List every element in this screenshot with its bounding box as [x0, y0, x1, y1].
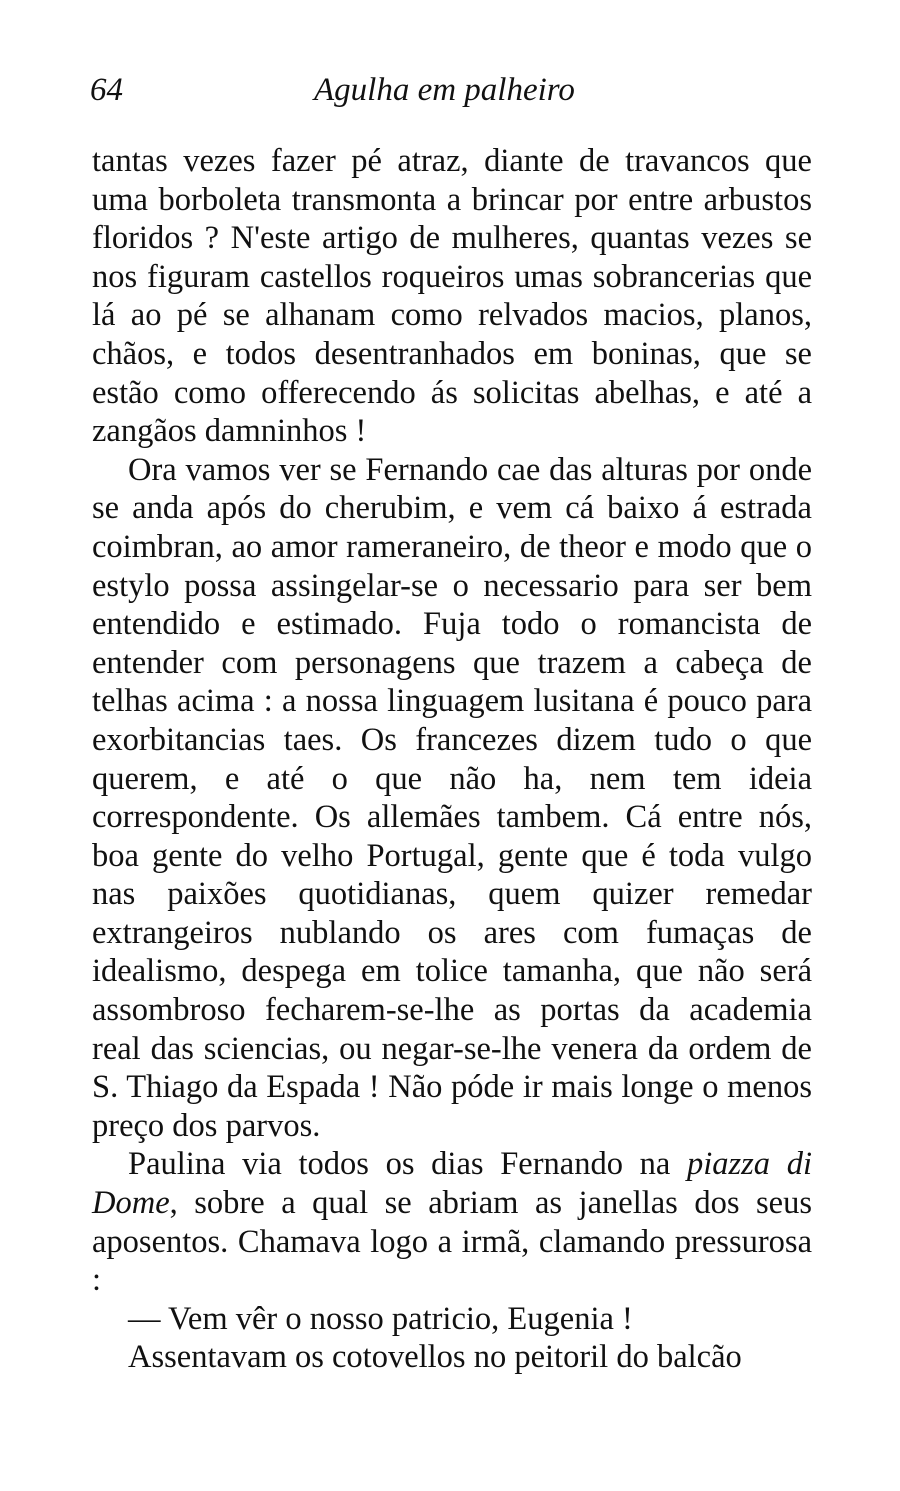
running-head: [92, 62, 812, 112]
book-page: [92, 62, 812, 1377]
page-number: 64: [90, 72, 123, 108]
paragraph-3-end: , sobre a qual se abriam as janellas dos seus aposentos. Chamava logo a irmã, clamando pressurosa :: [92, 1185, 812, 1299]
dialogue-line: — Vem vêr o nosso patricio, Eugenia !: [128, 1300, 633, 1337]
italic-place-name: piazza di Dome: [92, 1146, 812, 1222]
body-text: [92, 142, 812, 1377]
paragraph-3: [92, 1145, 812, 1299]
paragraph-3-start: Paulina via todos os dias Fernando na: [128, 1146, 687, 1183]
paragraph-2: Ora vamos ver se Fernando cae das alturas por onde se anda após do cherubim, e vem cá baixo á estrada coimbran, ao amor rameraneiro, de theor e modo que o estylo possa assingelar-se o necessario para ser bem entendido e estimado. Fuja todo o romancista de entender com personagens que trazem a cabeça de telhas acima : a nossa linguagem lusitana é pouco para exorbitancias taes. Os francezes dizem tudo o que querem, e até o que não ha, nem tem ideia correspondente. Os allemães tambem. Cá entre nós, boa gente do velho Portugal, gente que é toda vulgo nas paixões quotidianas, quem quizer remedar extrangeiros nublando os ares com fumaças de idealismo, despega em tolice tamanha, que não será assombroso fecharem-se-lhe as portas da academia real das sciencias, ou negar-se-lhe venera da ordem de S. Thiago da Espada ! Não póde ir mais longe o menos preço dos parvos.: [92, 451, 812, 1144]
paragraph-1: tantas vezes fazer pé atraz, diante de travancos que uma borboleta transmonta a brincar por entre arbustos floridos ? N'este artigo de mulheres, quantas vezes se nos figuram castellos roqueiros umas sobrancerias que lá ao pé se alhanam como relvados macios, planos, chãos, e todos desentranhados em boninas, que se estão como offerecendo ás solicitas abelhas, e até a zangãos damninhos !: [92, 143, 812, 450]
running-title: Agulha em palheiro: [314, 72, 575, 108]
paragraph-5: Assentavam os cotovellos no peitoril do balcão: [128, 1339, 742, 1376]
